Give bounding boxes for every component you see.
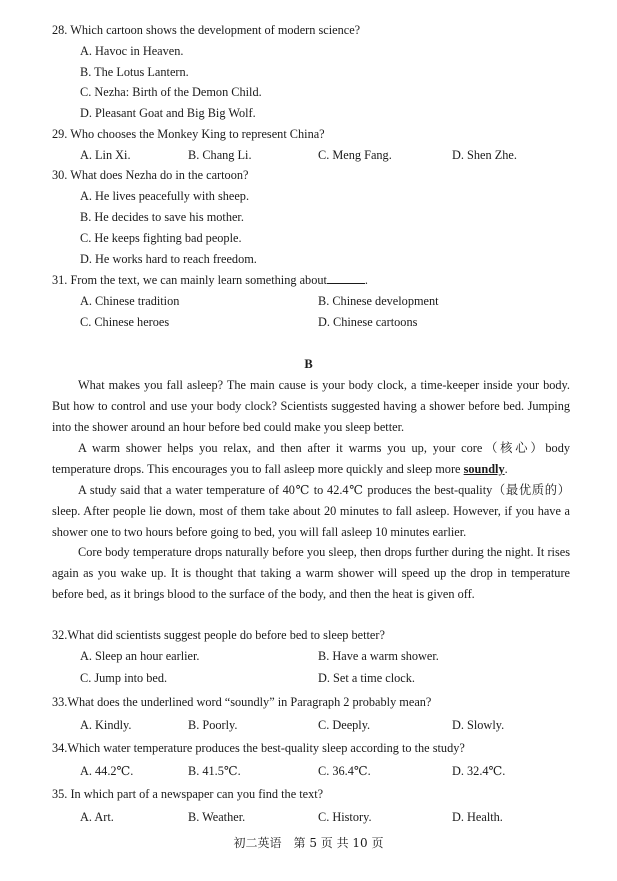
q28-option-b: B. The Lotus Lantern. [80, 65, 189, 79]
q33-option-c: C. Deeply. [318, 718, 371, 732]
q33-option-a: A. Kindly. [80, 718, 132, 732]
q31-end: . [364, 273, 368, 287]
passage-paragraph-2 [52, 438, 570, 480]
q33-option-b: B. Poorly. [188, 718, 238, 732]
q33-option-d: D. Slowly. [452, 718, 505, 732]
q34-option-b: B. 41.5℃. [188, 764, 241, 778]
underlined-word: soundly [463, 461, 505, 476]
answer-blank [327, 272, 365, 284]
q31-option-d: D. Chinese cartoons [318, 315, 418, 329]
q32-option-b: B. Have a warm shower. [318, 649, 439, 663]
q34-option-c: C. 36.4℃. [318, 764, 371, 778]
q30-option-b: B. He decides to save his mother. [80, 210, 244, 224]
q28-option-c: C. Nezha: Birth of the Demon Child. [80, 85, 262, 99]
q31-option-c: C. Chinese heroes [80, 315, 170, 329]
q30-option-d: D. He works hard to reach freedom. [80, 252, 257, 266]
q34-option-d: D. 32.4℃. [452, 764, 506, 778]
q31-option-b: B. Chinese development [318, 294, 439, 308]
q29-option-d: D. Shen Zhe. [452, 148, 517, 162]
q29-option-c: C. Meng Fang. [318, 148, 392, 162]
p2-end: . [504, 461, 508, 476]
q32-option-c: C. Jump into bed. [80, 671, 168, 685]
question-33: 33.What does the underlined word “soundly” in Paragraph 2 probably mean? [52, 695, 432, 709]
q32-option-a: A. Sleep an hour earlier. [80, 649, 200, 663]
q34-option-a: A. 44.2℃. [80, 764, 134, 778]
q28-option-d: D. Pleasant Goat and Big Big Wolf. [80, 106, 256, 120]
question-32: 32.What did scientists suggest people do before bed to sleep better? [52, 628, 385, 642]
passage-paragraph-1: What makes you fall asleep? The main cause is your body clock, a time-keeper inside your body. But how to control and use your body clock? Scientists suggested having a shower before bed. Jumping into the shower around an hour before bed could make you sleep better. [52, 378, 570, 434]
q30-option-a: A. He lives peacefully with sheep. [80, 189, 250, 203]
q29-option-b: B. Chang Li. [188, 148, 252, 162]
q31-option-a: A. Chinese tradition [80, 294, 180, 308]
question-28: 28. Which cartoon shows the development of modern science? [52, 23, 361, 37]
q35-option-d: D. Health. [452, 810, 503, 824]
passage-paragraph-3: A study said that a water temperature of 40℃ to 42.4℃ produces the best-quality（最优质的）sleep. After people lie down, most of them take about 20 minutes to fall asleep. However, if you have a shower one to two hours before going to bed, you will fall asleep 10 minutes earlier. [52, 483, 570, 539]
passage-paragraph-4: Core body temperature drops naturally before you sleep, then drops further during the night. It rises again as you wake up. It is thought that taking a warm shower will speed up the drop in temperature before bed, as it brings blood to the surface of the body, and then the heat is given off. [52, 545, 570, 601]
question-30: 30. What does Nezha do in the cartoon? [52, 168, 249, 182]
q30-option-c: C. He keeps fighting bad people. [80, 231, 242, 245]
q35-option-a: A. Art. [80, 810, 114, 824]
q28-option-a: A. Havoc in Heaven. [80, 44, 184, 58]
q31-text: 31. From the text, we can mainly learn something about [52, 273, 327, 287]
question-34: 34.Which water temperature produces the best-quality sleep according to the study? [52, 741, 465, 755]
p2-text: A warm shower helps you relax, and then after it warms you up, your core（核心）body temperature drops. This encourages you to fall asleep more quickly and sleep more [52, 441, 570, 476]
q32-option-d: D. Set a time clock. [318, 671, 415, 685]
question-29: 29. Who chooses the Monkey King to represent China? [52, 127, 325, 141]
q35-option-b: B. Weather. [188, 810, 246, 824]
q29-option-a: A. Lin Xi. [80, 148, 131, 162]
q35-option-c: C. History. [318, 810, 372, 824]
page-footer: 初二英语 第 5 页 共 10 页 [233, 836, 384, 850]
section-heading: B [304, 357, 313, 371]
question-31 [52, 272, 368, 288]
question-35: 35. In which part of a newspaper can you find the text? [52, 787, 324, 801]
